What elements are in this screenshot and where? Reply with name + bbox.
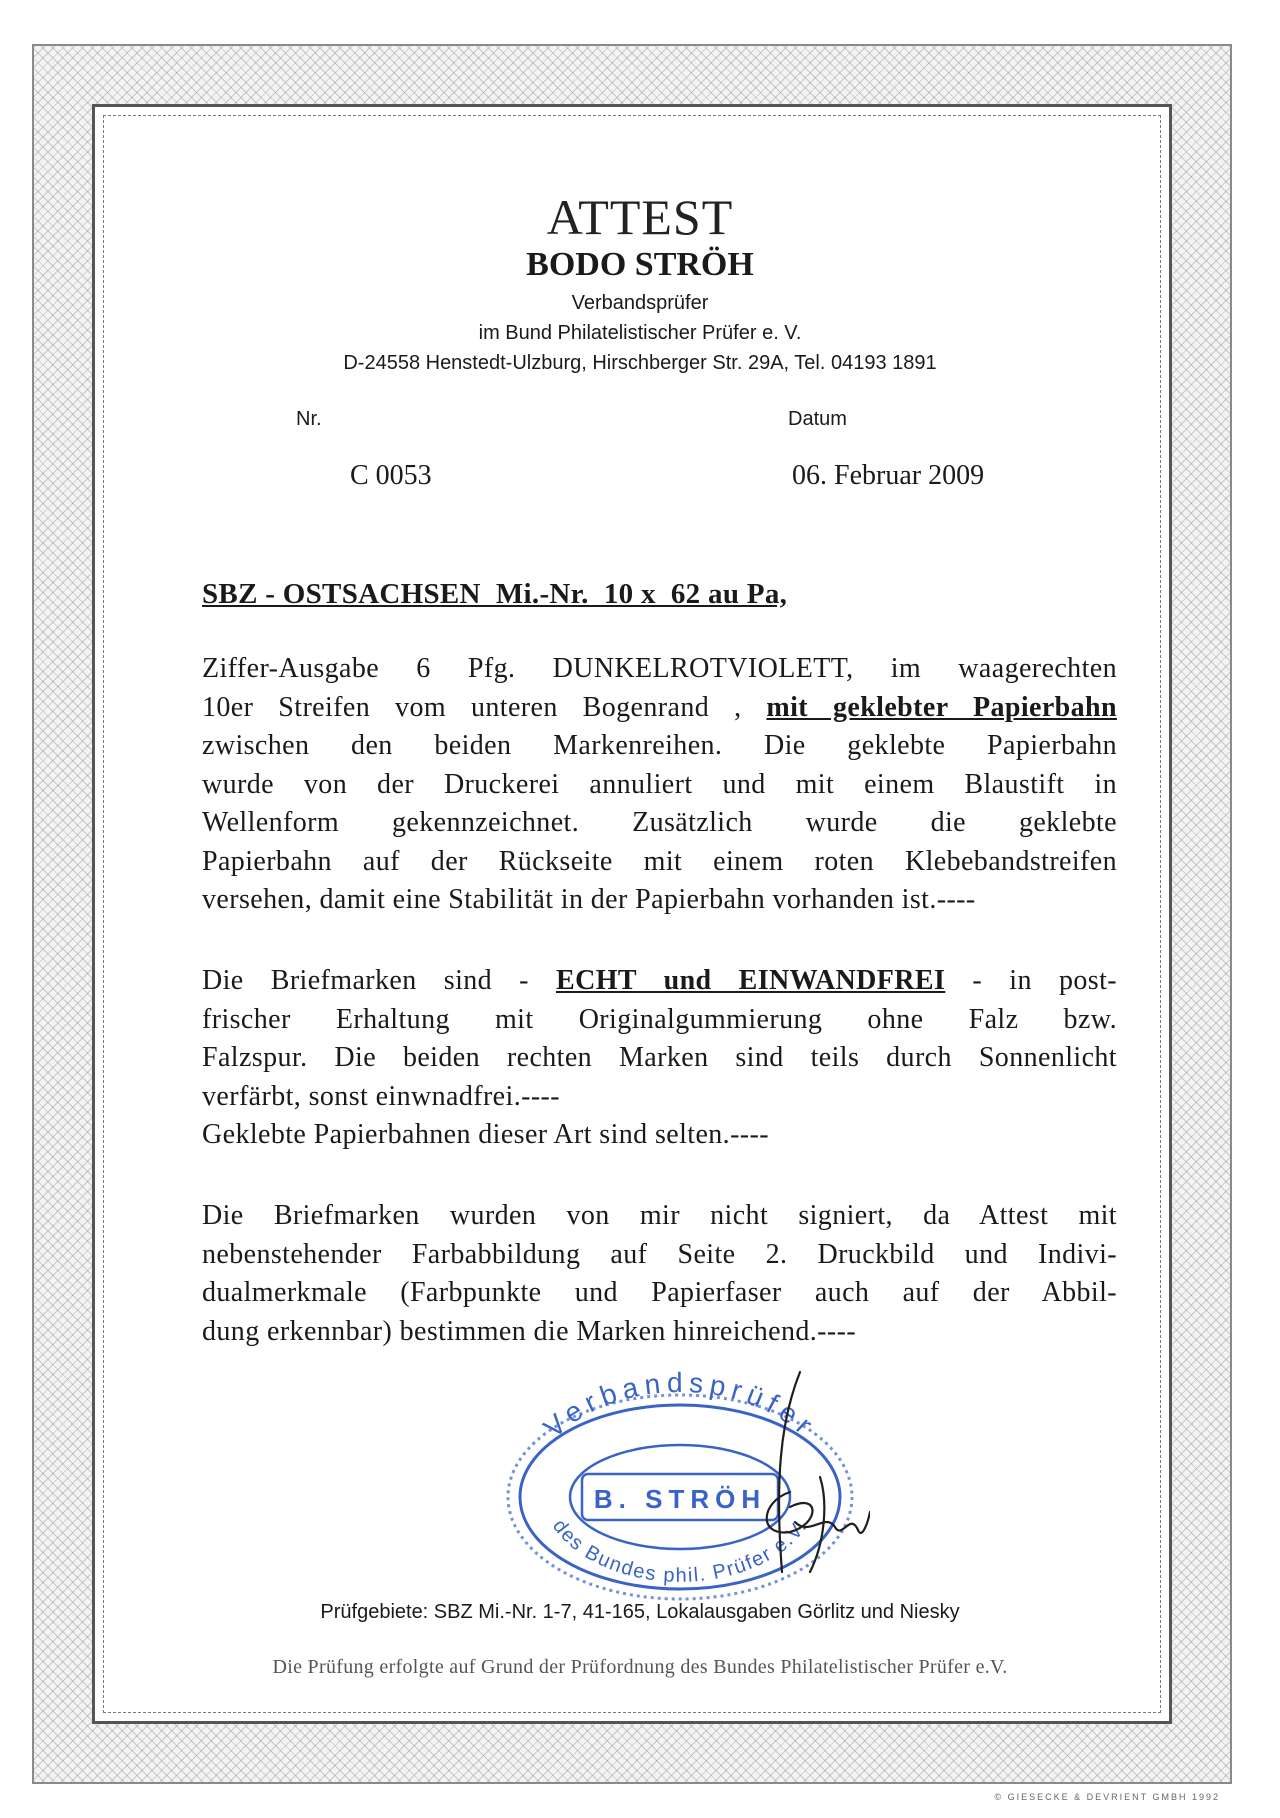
examiner-address: D-24558 Henstedt-Ulzburg, Hirschberger Str. 29A, Tel. 04193 1891 [343, 352, 937, 374]
paragraph-line [202, 962, 1117, 1001]
paragraph-line: Geklebte Papierbahnen dieser Art sind selten.---- [202, 1119, 769, 1150]
number-label: Nr. [296, 408, 322, 430]
paragraph-text: 10er Streifen vom unteren Bogenrand , [202, 691, 767, 723]
signature-note-paragraph [202, 1197, 1117, 1351]
examination-regulation-note: Die Prüfung erfolgte auf Grund der Prüfordnung des Bundes Philatelistischer Prüfer e.V. [272, 1656, 1008, 1678]
condition-paragraph [202, 962, 1117, 1155]
stamp-bottom-text: des Bundes phil. Prüfer e.V. [548, 1515, 812, 1587]
certificate-date: 06. Februar 2009 [792, 460, 985, 491]
paragraph-line: verfärbt, sonst einwnadfrei.---- [202, 1080, 560, 1112]
paragraph-line: versehen, damit eine Stabilität in der Papierbahn vorhanden ist.---- [202, 884, 976, 915]
examination-areas: Prüfgebiete: SBZ Mi.-Nr. 1-7, 41-165, Lokalausgaben Görlitz und Niesky [320, 1601, 960, 1623]
emphasis-text: ECHT und EINWANDFREI [556, 965, 946, 996]
paragraph-line: dung erkennbar) bestimmen die Marken hinreichend.---- [202, 1315, 857, 1347]
paragraph-line: Wellenform gekennzeichnet. Zusätzlich wurde die geklebte [202, 807, 1117, 838]
examiner-association: im Bund Philatelistischer Prüfer e. V. [478, 322, 802, 344]
paragraph-line: frischer Erhaltung mit Originalgummierung ohne Falz bzw. [202, 1003, 1117, 1035]
paragraph-line: dualmerkmale (Farbpunkte und Papierfaser auch auf der Abbil- [202, 1277, 1117, 1308]
examiner-name: BODO STRÖH [526, 246, 754, 283]
paragraph-text: Die Briefmarken sind - [202, 965, 557, 996]
paragraph-line: Papierbahn auf der Rückseite mit einem roten Klebebandstreifen [202, 845, 1117, 877]
paragraph-line: zwischen den beiden Markenreihen. Die geklebte Papierbahn [202, 730, 1117, 761]
printer-mark: © GIESECKE & DEVRIENT GMBH 1992 [994, 1792, 1220, 1802]
certificate-title: ATTEST [546, 189, 734, 245]
emphasis-text: mit geklebter Papierbahn [766, 691, 1117, 723]
paragraph-line: nebenstehender Farbabbildung auf Seite 2. Druckbild und Indivi- [202, 1238, 1117, 1270]
paragraph-line [202, 689, 1117, 728]
paragraph-text: - in post- [945, 965, 1117, 996]
paragraph-line: Ziffer-Ausgabe 6 Pfg. DUNKELROTVIOLETT, im waagerechten [202, 653, 1117, 684]
examiner-stamp [490, 1362, 870, 1602]
date-label: Datum [788, 408, 847, 430]
stamp-center-text: B. STRÖH [593, 1484, 767, 1514]
description-paragraph [202, 650, 1117, 920]
certificate-number: C 0053 [350, 460, 432, 491]
paragraph-line: Die Briefmarken wurden von mir nicht signiert, da Attest mit [202, 1200, 1117, 1231]
paragraph-line: Falzspur. Die beiden rechten Marken sind teils durch Sonnenlicht [202, 1042, 1117, 1073]
examiner-role: Verbandsprüfer [571, 292, 709, 314]
paragraph-line: wurde von der Druckerei annuliert und mit einem Blaustift in [202, 768, 1117, 800]
stamp-catalog-heading: SBZ - OSTSACHSEN Mi.-Nr. 10 x 62 au Pa, [202, 578, 788, 610]
stamp-top-text: Verbandsprüfer [537, 1366, 823, 1444]
